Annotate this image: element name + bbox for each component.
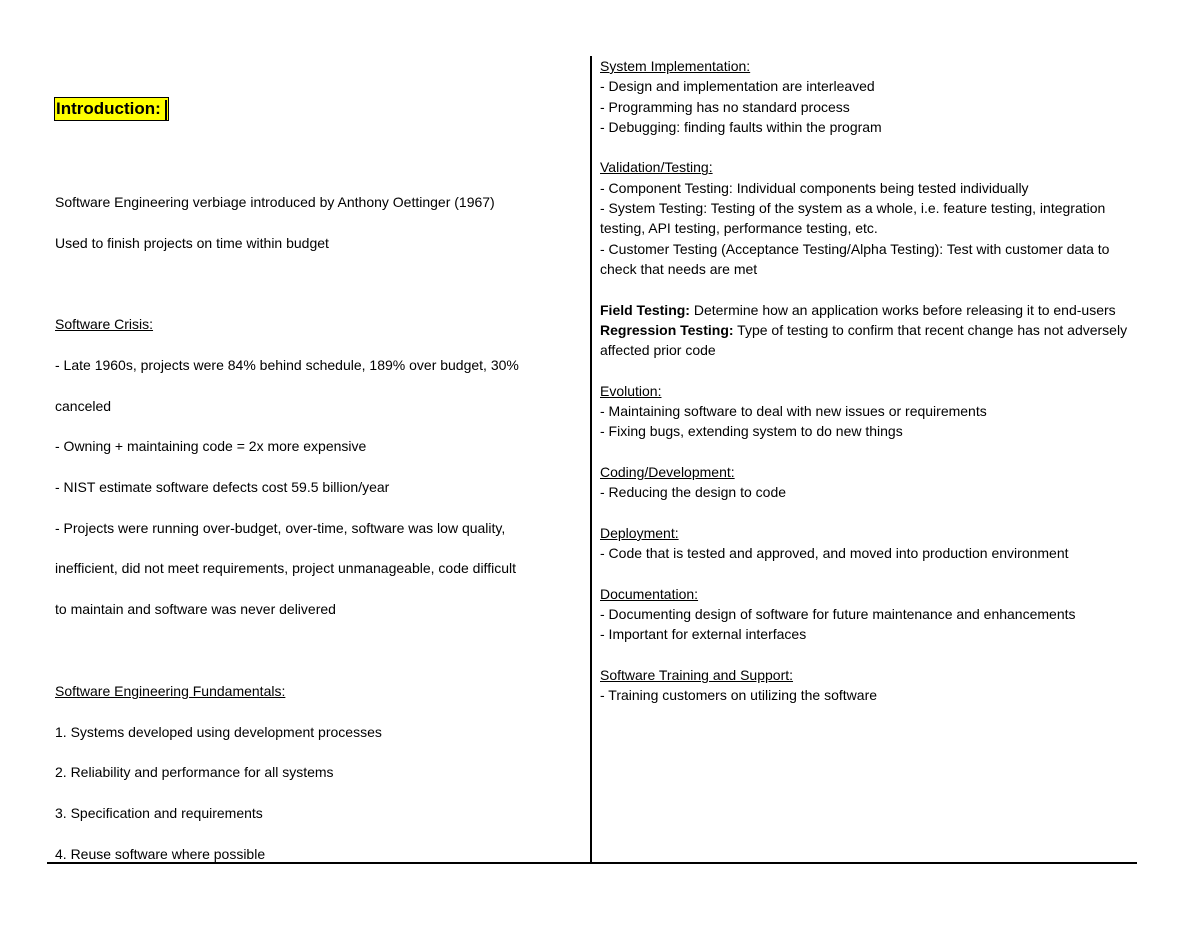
coding-development-title: Coding/Development: bbox=[600, 463, 735, 480]
crisis-item: inefficient, did not meet requirements, project unmanageable, code difficult bbox=[55, 560, 516, 576]
crisis-item: - Projects were running over-budget, over-time, software was low quality, bbox=[55, 520, 506, 536]
introduction-heading[interactable] bbox=[54, 97, 169, 121]
crisis-item: to maintain and software was never delivered bbox=[55, 601, 336, 617]
fundamentals-item: 1. Systems developed using development processes bbox=[55, 724, 382, 740]
deployment-item: - Code that is tested and approved, and moved into production environment bbox=[600, 545, 1069, 562]
crisis-item: - Owning + maintaining code = 2x more expensive bbox=[55, 438, 367, 454]
intro-line-2: Used to finish projects on time within budget bbox=[55, 235, 329, 251]
evolution-title: Evolution: bbox=[600, 382, 662, 399]
implementation-item: - Programming has no standard process bbox=[600, 98, 850, 115]
fundamentals-title: Software Engineering Fundamentals: bbox=[55, 683, 286, 699]
training-support-title: Software Training and Support: bbox=[600, 666, 794, 683]
right-column bbox=[600, 56, 1130, 706]
text-cursor bbox=[165, 100, 167, 120]
validation-item: - Component Testing: Individual components being tested individually bbox=[600, 179, 1029, 196]
fundamentals-item: 4. Reuse software where possible bbox=[55, 846, 266, 862]
crisis-item: canceled bbox=[55, 398, 112, 414]
crisis-item: - NIST estimate software defects cost 59.5 billion/year bbox=[55, 479, 390, 495]
documentation-title: Documentation: bbox=[600, 585, 699, 602]
fundamentals-item: 3. Specification and requirements bbox=[55, 805, 263, 821]
system-implementation-title: System Implementation: bbox=[600, 58, 751, 74]
implementation-item: - Design and implementation are interleaved bbox=[600, 78, 875, 95]
evolution-item: - Fixing bugs, extending system to do new things bbox=[600, 423, 903, 440]
field-testing-paragraph bbox=[600, 300, 1130, 320]
evolution-item: - Maintaining software to deal with new issues or requirements bbox=[600, 403, 987, 420]
field-testing-text: Determine how an application works before releasing it to end-users bbox=[689, 301, 1116, 318]
column-divider bbox=[590, 56, 592, 864]
validation-item: - Customer Testing (Acceptance Testing/Alpha Testing): Test with customer data to check that needs are met bbox=[600, 240, 1110, 277]
software-crisis-title: Software Crisis: bbox=[55, 316, 154, 332]
fundamentals-item: 2. Reliability and performance for all systems bbox=[55, 764, 334, 780]
field-testing-label: Field Testing: bbox=[600, 301, 690, 318]
validation-item: - System Testing: Testing of the system as a whole, i.e. feature testing, integration testing, API testing, performance testing, etc. bbox=[600, 200, 1106, 237]
documentation-item: - Documenting design of software for future maintenance and enhancements bbox=[600, 606, 1076, 623]
intro-line-1: Software Engineering verbiage introduced by Anthony Oettinger (1967) bbox=[55, 194, 495, 210]
validation-testing-title: Validation/Testing: bbox=[600, 159, 713, 176]
deployment-title: Deployment: bbox=[600, 524, 679, 541]
implementation-item: - Debugging: finding faults within the program bbox=[600, 118, 882, 135]
crisis-item: - Late 1960s, projects were 84% behind schedule, 189% over budget, 30% bbox=[55, 357, 519, 373]
introduction-heading-text: Introduction: bbox=[56, 99, 161, 118]
coding-item: - Reducing the design to code bbox=[600, 484, 787, 501]
regression-testing-text: Type of testing to confirm that recent change has not adversely affected prior code bbox=[600, 321, 1128, 359]
regression-testing-paragraph bbox=[600, 320, 1130, 361]
regression-testing-label: Regression Testing: bbox=[600, 321, 734, 338]
training-item: - Training customers on utilizing the software bbox=[600, 687, 878, 704]
bottom-rule bbox=[47, 862, 1137, 864]
documentation-item: - Important for external interfaces bbox=[600, 626, 807, 643]
